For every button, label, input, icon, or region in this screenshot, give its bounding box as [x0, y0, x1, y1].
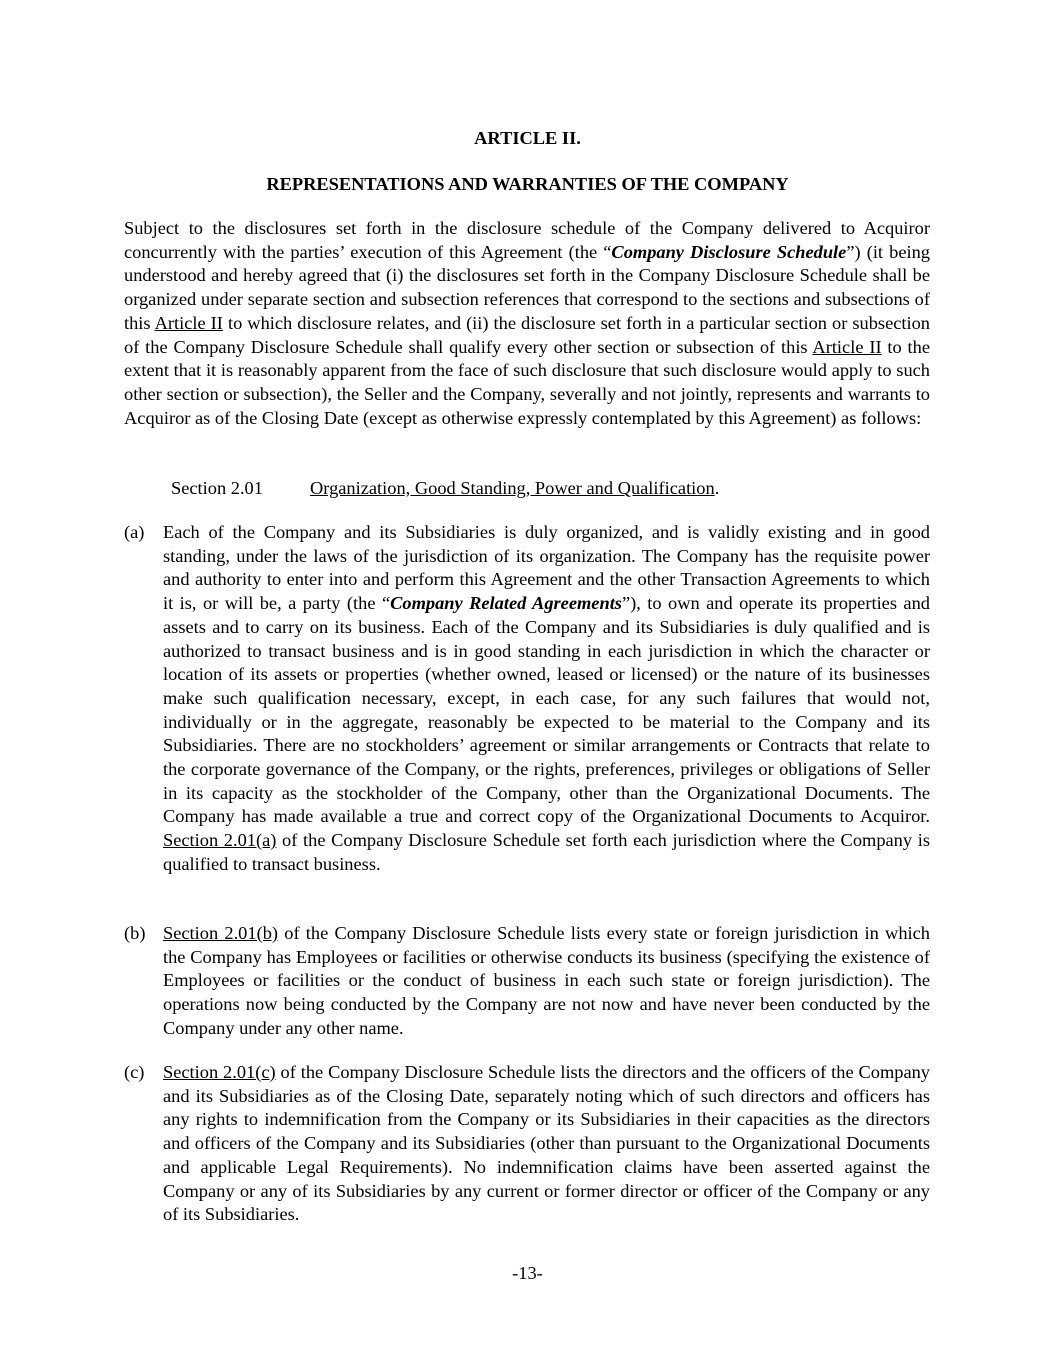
article-heading: ARTICLE II.: [474, 128, 581, 148]
article-subheading: REPRESENTATIONS AND WARRANTIES OF THE COMPANY: [266, 174, 789, 194]
article-ii-reference-2: Article II: [812, 336, 882, 357]
clause-b-text-body: of the Company Disclosure Schedule lists every state or foreign jurisdiction in which the Company has Employees or facilities or otherwise conducts its business (specifying the existence of Employees or facilities or the conduct of business in each such state or foreign jurisdiction). The operations now being conducted by the Company are not now and have never been conducted by the Company under any other name.: [163, 923, 930, 1038]
article-ii-reference-1: Article II: [154, 312, 223, 333]
section-title: Organization, Good Standing, Power and Qualification: [310, 478, 715, 498]
clause-a-text-3: of the Company Disclosure Schedule set forth each jurisdiction where the Company is qualified to transact business.: [163, 830, 930, 874]
intro-paragraph: [124, 217, 930, 430]
page-number: -13-: [512, 1263, 543, 1283]
defined-term-company-disclosure-schedule: Company Disclosure Schedule: [611, 241, 847, 262]
clause-a-label: (a): [124, 522, 145, 542]
clause-a-text: [163, 521, 930, 877]
clause-c-label: (c): [124, 1062, 145, 1082]
clause-c-text-body: of the Company Disclosure Schedule lists the directors and the officers of the Company and its Subsidiaries as of the Closing Date, separately noting which of such directors and officers has any rights to indemnification from the Company or its Subsidiaries in their capacities as the directors and officers of the Company and its Subsidiaries (other than pursuant to the Organizational Documents and applicable Legal Requirements). No indemnification claims have been asserted against the Company or any of its Subsidiaries by any current or former director or officer of the Company or any of its Subsidiaries.: [163, 1062, 931, 1225]
section-2-01-c-reference: Section 2.01(c): [163, 1062, 276, 1082]
clause-a-text-2: ”), to own and operate its properties and assets and to carry on its business. Each of the Company and its Subsidiaries is duly qualified and is authorized to transact business and is in good standing in each jurisdiction in which the character or location of its assets or properties (whether owned, leased or licensed) or the nature of its businesses make such qualification necessary, except, in each case, for any such failures that would not, individually or in the aggregate, reasonably be expected to be material to the Company and its Subsidiaries. There are no stockholders’ agreement or similar arrangements or Contracts that relate to the corporate governance of the Company, or the rights, preferences, privileges or obligations of Seller in its capacity as the stockholder of the Company, other than the Organizational Documents. The Company has made available a true and correct copy of the Organizational Documents to Acquiror.: [163, 593, 930, 827]
section-heading: [171, 477, 719, 501]
section-2-01-b-reference: Section 2.01(b): [163, 923, 279, 943]
clause-c: [124, 1061, 930, 1227]
intro-text-1: Subject to the disclosures set forth in the disclosure schedule of the Company delivered to Acquiror concurrently with the parties’ execution of this Agreement (the “: [124, 218, 930, 262]
clause-b-text: [163, 922, 930, 1041]
intro-text-3: to which disclosure relates, and (ii) the disclosure set forth in a particular section or subsection of the Company Disclosure Schedule shall qualify every other section or subsection of this: [124, 312, 930, 357]
intro-text-4: to the extent that it is reasonably apparent from the face of such disclosure that such disclosure would apply to such other section or subsection), the Seller and the Company, severally and not jointly, represents and warrants to Acquiror as of the Closing Date (except as otherwise expressly contemplated by this Agreement) as follows:: [124, 336, 931, 428]
clause-b: [124, 922, 930, 1041]
section-number: Section 2.01: [171, 478, 263, 498]
clause-c-text: [163, 1061, 930, 1227]
intro-text-2: ”) (it being understood and hereby agreed that (i) the disclosures set forth in the Company Disclosure Schedule shall be organized under separate section and subsection references that correspond to the sections and subsections of this: [124, 241, 930, 333]
clause-b-label: (b): [124, 923, 146, 943]
defined-term-company-related-agreements: Company Related Agreements: [390, 593, 622, 614]
section-2-01-a-reference: Section 2.01(a): [163, 830, 277, 851]
clause-a-text-1: Each of the Company and its Subsidiaries is duly organized, and is validly existing and in good standing, under the laws of the jurisdiction of its organization. The Company has the requisite power and authority to enter into and perform this Agreement and the other Transaction Agreements to which it is, or will be, a party (the “: [163, 522, 930, 614]
section-title-suffix: .: [714, 478, 720, 498]
clause-a: [124, 521, 930, 877]
